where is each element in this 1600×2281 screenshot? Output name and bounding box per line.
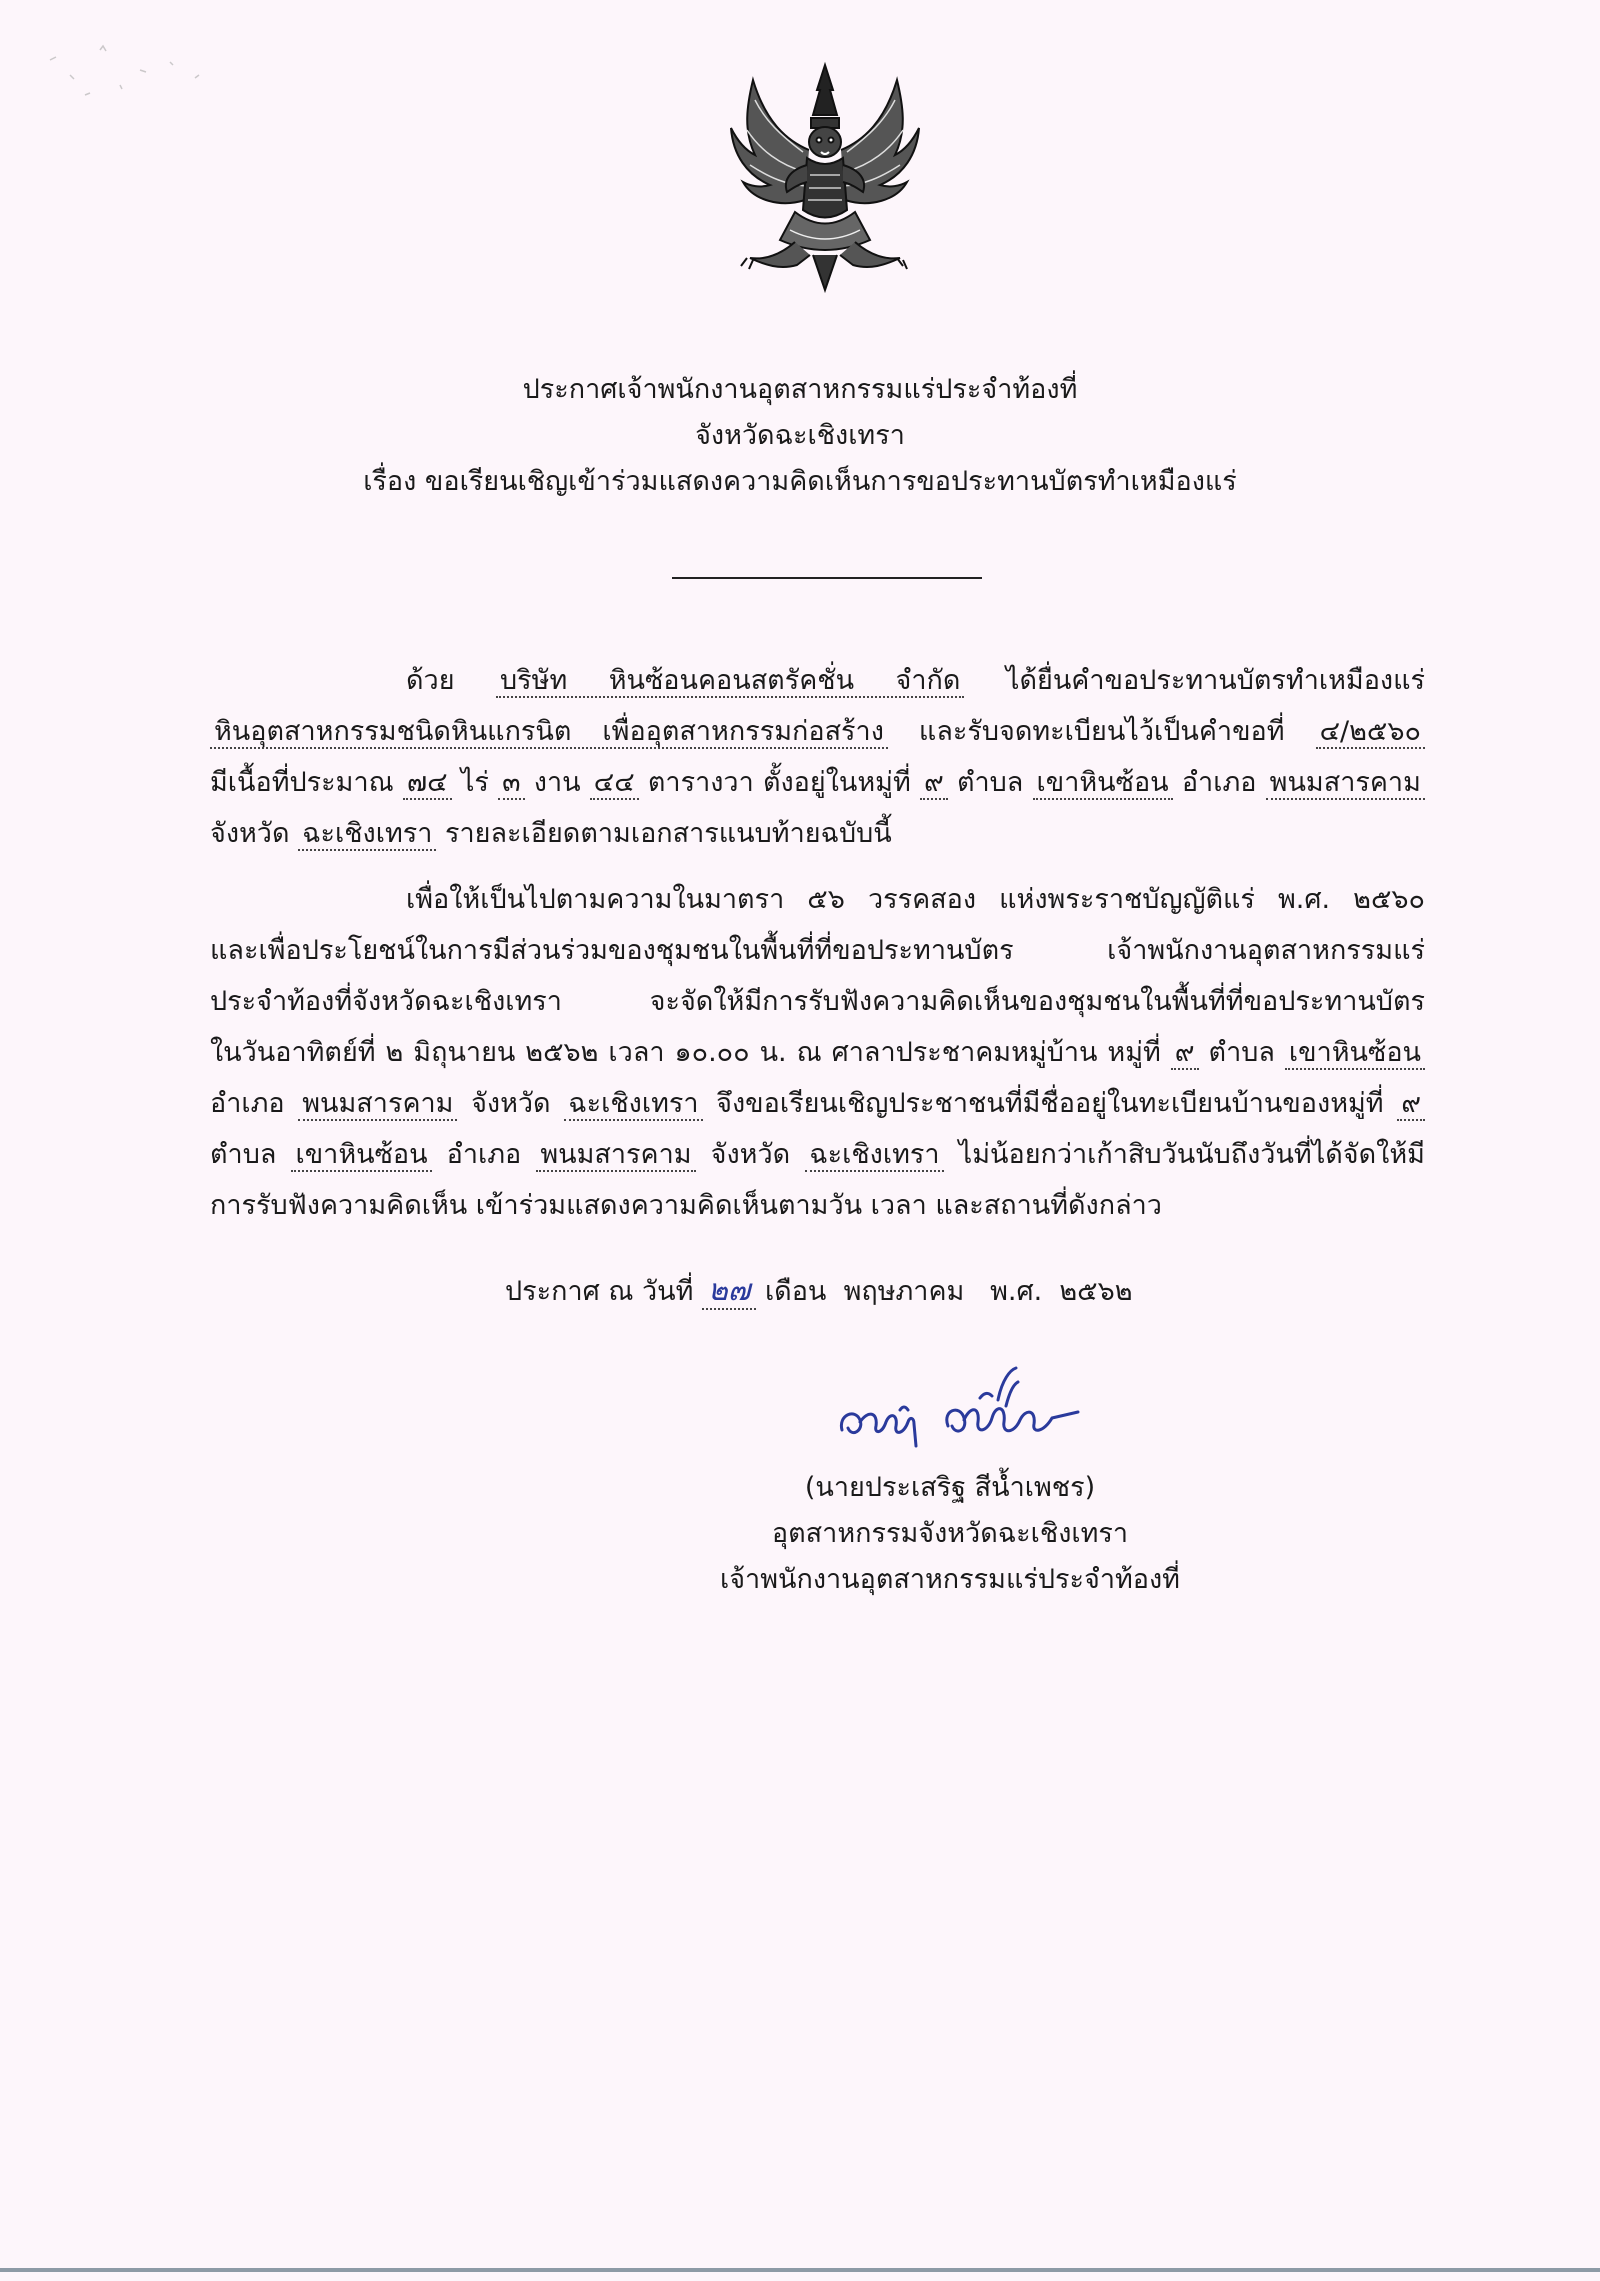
p1-text: มีเนื้อที่ประมาณ: [210, 767, 394, 798]
header-line-1: ประกาศเจ้าพนักงานอุตสาหกรรมแร่ประจำท้องที่: [522, 374, 1078, 405]
p1-text: ตำบล: [956, 767, 1024, 798]
date-year: ๒๕๖๒: [1059, 1276, 1133, 1307]
handwritten-signature: [830, 1360, 1090, 1460]
province: ฉะเชิงเทรา: [564, 1088, 702, 1121]
p1-text: ตั้งอยู่ในหมู่ที่: [762, 767, 911, 798]
scan-artifact: [20, 20, 220, 120]
p1-line-3: [210, 757, 1425, 808]
p1-text: ได้ยื่นคำขอประทานบัตรทำเหมืองแร่: [1005, 665, 1425, 696]
month-label: เดือน: [764, 1276, 827, 1307]
p2-text: จังหวัด: [471, 1088, 551, 1119]
village-number: ๙: [1397, 1088, 1425, 1121]
p2-line-7: การรับฟังความคิดเห็น เข้าร่วมแสดงความคิดเห็นตามวัน เวลา และสถานที่ดังกล่าว: [210, 1190, 1162, 1221]
province: ฉะเชิงเทรา: [298, 818, 436, 851]
district: พนมสารคาม: [536, 1139, 695, 1172]
subdistrict: เขาหินซ้อน: [1285, 1037, 1425, 1070]
year-label: พ.ศ.: [990, 1276, 1043, 1307]
signer-title-2: เจ้าพนักงานอุตสาหกรรมแร่ประจำท้องที่: [720, 1564, 1180, 1595]
p2-line-4: [210, 1027, 1425, 1078]
p2-text: อำเภอ: [210, 1088, 285, 1119]
area-wa: ๔๔: [590, 767, 639, 800]
header-divider: [672, 577, 982, 579]
paragraph-2: [210, 874, 1425, 1231]
header-line-2: จังหวัดฉะเชิงเทรา: [695, 420, 905, 451]
subdistrict: เขาหินซ้อน: [291, 1139, 431, 1172]
date-day-handwritten: ๒๗: [702, 1273, 756, 1310]
p2-line-2: และเพื่อประโยชน์ในการมีส่วนร่วมของชุมชนในพื้นที่ที่ขอประทานบัตร เจ้าพนักงานอุตสาหกรรมแร่: [210, 935, 1425, 966]
p1-text: จังหวัด: [210, 818, 290, 849]
area-ngan: ๓: [498, 767, 524, 800]
paragraph-1: [210, 655, 1425, 859]
province: ฉะเชิงเทรา: [805, 1139, 943, 1172]
signer-title-1: อุตสาหกรรมจังหวัดฉะเชิงเทรา: [771, 1518, 1129, 1549]
p1-text: รายละเอียดตามเอกสารแนบท้ายฉบับนี้: [445, 818, 892, 849]
subdistrict: เขาหินซ้อน: [1033, 767, 1173, 800]
p1-text: ด้วย: [406, 665, 455, 696]
p2-text: ไม่น้อยกว่าเก้าสิบวันนับถึงวันที่ได้จัดให้มี: [958, 1139, 1425, 1170]
p1-text: ตารางวา: [647, 767, 754, 798]
p1-line-1: [210, 655, 1425, 706]
date-label: ประกาศ ณ วันที่: [505, 1276, 694, 1307]
mineral-type: หินอุตสาหกรรมชนิดหินแกรนิต เพื่ออุตสาหกรรมก่อสร้าง: [210, 716, 888, 749]
signer-name: (นายประเสริฐ สีน้ำเพชร): [804, 1472, 1096, 1503]
scan-bottom-edge: [0, 2268, 1600, 2272]
date-month: พฤษภาคม: [843, 1276, 965, 1307]
p2-line-1: เพื่อให้เป็นไปตามความในมาตรา ๕๖ วรรคสอง แห่งพระราชบัญญัติแร่ พ.ศ. ๒๕๖๐: [406, 884, 1425, 915]
district: พนมสารคาม: [1266, 767, 1425, 800]
village-number: ๙: [920, 767, 948, 800]
district: พนมสารคาม: [298, 1088, 457, 1121]
announcement-date: [505, 1268, 1133, 1315]
p1-text: อำเภอ: [1181, 767, 1257, 798]
p2-text: ในวันอาทิตย์ที่ ๒ มิถุนายน ๒๕๖๒ เวลา ๑๐.๐๐ น. ณ ศาลาประชาคมหมู่บ้าน หมู่ที่: [210, 1037, 1161, 1068]
header-subject: เรื่อง ขอเรียนเชิญเข้าร่วมแสดงความคิดเห็นการขอประทานบัตรทำเหมืองแร่: [363, 466, 1237, 497]
p2-line-5: [210, 1078, 1425, 1129]
p1-line-2: [210, 706, 1425, 757]
garuda-emblem-icon: [725, 60, 925, 295]
p2-text: จังหวัด: [710, 1139, 791, 1170]
request-number: ๔/๒๕๖๐: [1316, 716, 1425, 749]
p1-text: และรับจดทะเบียนไว้เป็นคำขอที่: [918, 716, 1285, 747]
p2-text: ตำบล: [1208, 1037, 1275, 1068]
p2-line-3: ประจำท้องที่จังหวัดฉะเชิงเทรา จะจัดให้มีการรับฟังความคิดเห็นของชุมชนในพื้นที่ที่ขอประทานบัตร: [210, 986, 1425, 1017]
p2-text: ตำบล: [210, 1139, 277, 1170]
village-number: ๙: [1171, 1037, 1199, 1070]
area-rai: ๗๔: [403, 767, 452, 800]
p1-text: ไร่: [460, 767, 489, 798]
p2-line-6: [210, 1129, 1425, 1180]
p1-line-4: [210, 808, 1425, 859]
company-name: บริษัท หินซ้อนคอนสตรัคชั่น จำกัด: [496, 665, 964, 698]
p1-text: งาน: [533, 767, 581, 798]
p2-text: จึงขอเรียนเชิญประชาชนที่มีชื่ออยู่ในทะเบียนบ้านของหมู่ที่: [716, 1088, 1384, 1119]
p2-text: อำเภอ: [446, 1139, 522, 1170]
